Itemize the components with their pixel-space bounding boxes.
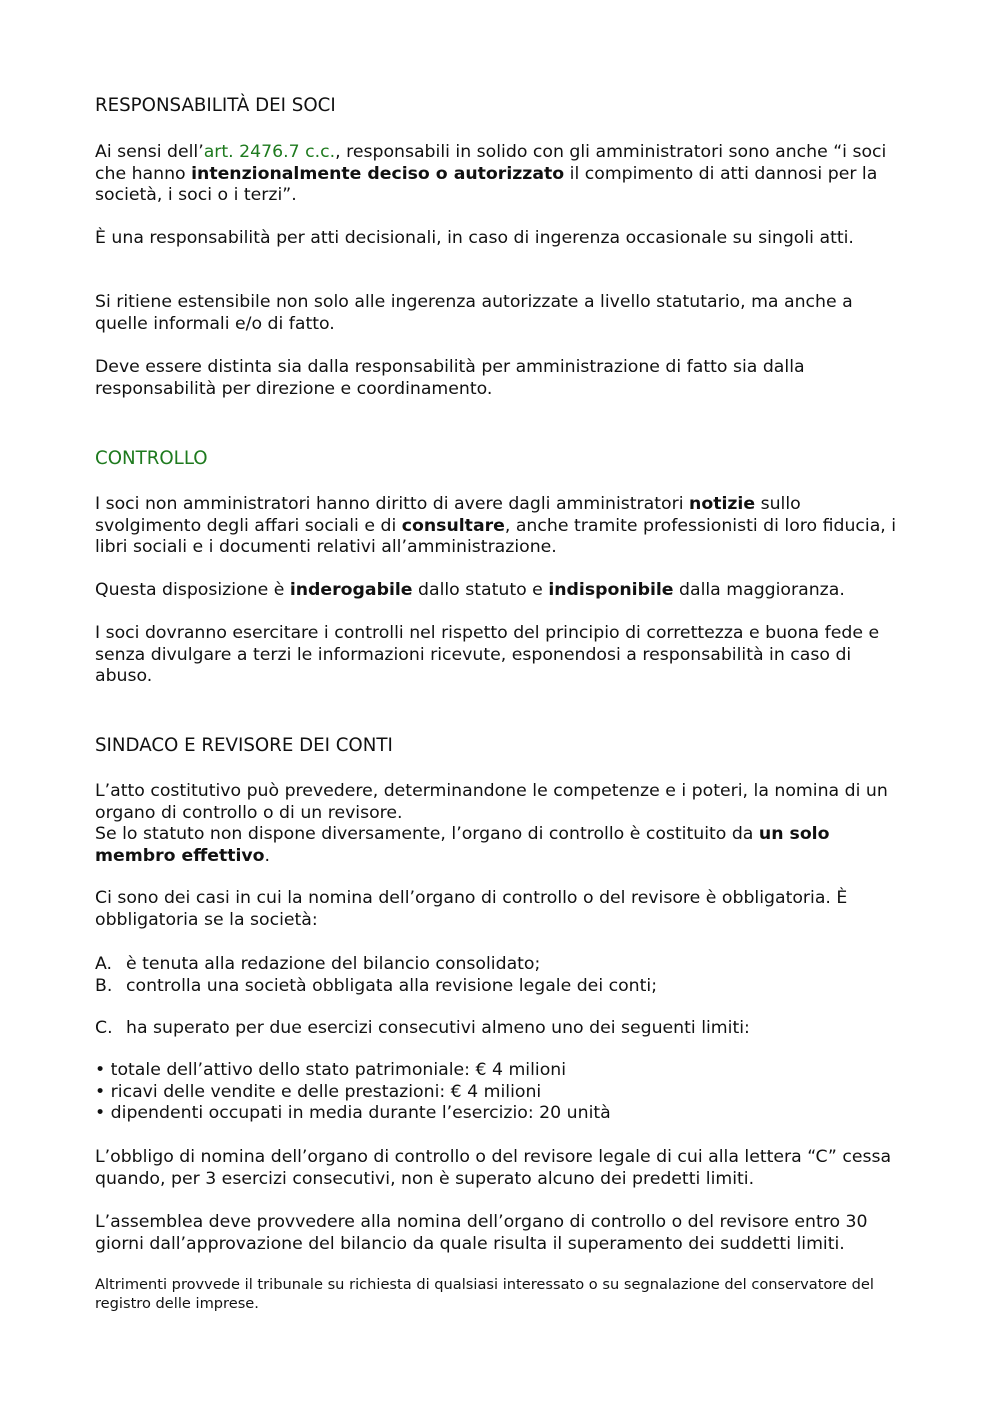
section-heading-responsabilita: RESPONSABILITÀ DEI SOCI [95,95,336,116]
list-item: A. è tenuta alla redazione del bilancio consolidato; [95,954,541,974]
bold-text: un solo membro effettivo [95,824,830,866]
bullet-item: • dipendenti occupati in media durante l’esercizio: 20 unità [95,1103,611,1124]
paragraph: L’obbligo di nomina dell’organo di controllo o del revisore legale di cui alla lettera “C” cessa quando, per 3 esercizi consecutivi, non è superato alcuno dei predetti limiti. [95,1147,892,1189]
paragraph-small: Altrimenti provvede il tribunale su richiesta di qualsiasi interessato o su segnalazione del conservatore del registro delle imprese. [95,1276,874,1312]
paragraph: Si ritiene estensibile non solo alle ingerenza autorizzate a livello statutario, ma anche a quelle informali e/o di fatto. [95,292,853,334]
paragraph: L’atto costitutivo può prevedere, determinandone le competenze e i poteri, la nomina di un organo di controllo o di un revisore. [95,781,888,823]
bold-text: notizie [689,494,756,514]
paragraph: I soci non amministratori hanno diritto di avere dagli amministratori notizie sullo svolgimento degli affari sociali e di consultare, anche tramite professionisti di loro fiducia, i libri sociali e i documenti relativi all’amministrazione. [95,494,897,558]
section-heading-controllo: CONTROLLO [95,448,208,469]
paragraph: È una responsabilità per atti decisionali, in caso di ingerenza occasionale su singoli atti. [95,228,854,248]
paragraph: Se lo statuto non dispone diversamente, l’organo di controllo è costituito da un solo membro effettivo. [95,824,830,866]
paragraph: Ai sensi dell’art. 2476.7 c.c., responsabili in solido con gli amministratori sono anche “i soci che hanno intenzionalmente deciso o autorizzato il compimento di atti dannosi per la società, i soci o i terzi”. [95,142,887,206]
bold-text: consultare [401,515,505,536]
bullet-item: • totale dell’attivo dello stato patrimoniale: € 4 milioni [95,1060,567,1080]
bold-text: intenzionalmente deciso o autorizzato [191,163,565,184]
paragraph: Deve essere distinta sia dalla responsabilità per amministrazione di fatto sia dalla responsabilità per direzione e coordinamento. [95,357,805,399]
paragraph: I soci dovranno esercitare i controlli nel rispetto del principio di correttezza e buona fede e senza divulgare a terzi le informazioni ricevute, esponendosi a responsabilità in caso di abuso. [95,623,880,687]
bold-text: inderogabile [289,580,413,600]
bullet-list [95,1060,910,1125]
section-heading-sindaco: SINDACO E REVISORE DEI CONTI [95,735,393,756]
paragraph: Questa disposizione è inderogabile dallo statuto e indisponibile dalla maggioranza. [95,580,845,600]
lettered-list [95,954,910,997]
bold-text: indisponibile [548,580,674,600]
bullet-item: • ricavi delle vendite e delle prestazioni: € 4 milioni [95,1081,542,1102]
article-reference-link[interactable]: art. 2476.7 c.c. [203,142,336,162]
list-item: C. ha superato per due esercizi consecutivi almeno uno dei seguenti limiti: [95,1018,750,1038]
list-item: B. controlla una società obbligata alla revisione legale dei conti; [95,975,658,996]
paragraph: Ci sono dei casi in cui la nomina dell’organo di controllo o del revisore è obbligatoria. È obbligatoria se la società: [95,888,848,930]
paragraph: L’assemblea deve provvedere alla nomina dell’organo di controllo o del revisore entro 30 giorni dall’approvazione del bilancio da quale risulta il superamento dei suddetti limiti. [95,1212,868,1254]
